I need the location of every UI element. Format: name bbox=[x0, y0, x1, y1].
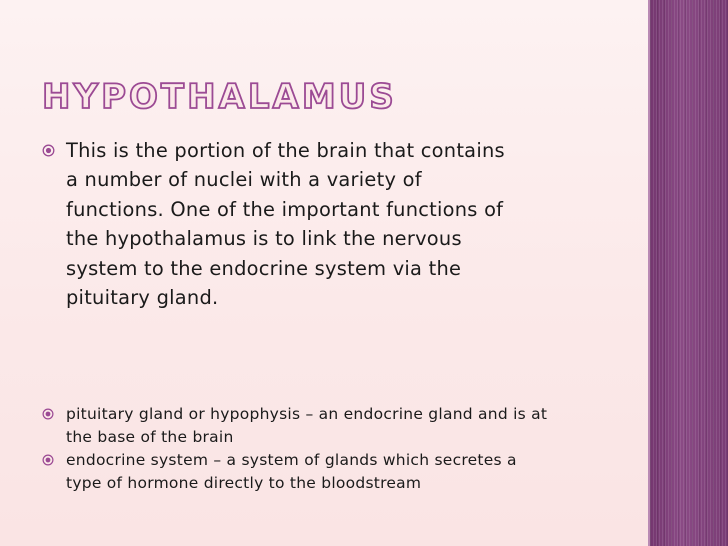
bullet-text-line: system to the endocrine system via the bbox=[66, 256, 462, 280]
bullet-text-line: This is the portion of the brain that contains bbox=[66, 139, 505, 162]
title-svg bbox=[40, 74, 640, 114]
bullet-text-line: endocrine system – a system of glands which secretes a bbox=[66, 451, 517, 469]
definitions-list bbox=[42, 403, 617, 495]
bullet-text-line: pituitary gland or hypophysis – an endocrine gland and is at bbox=[66, 405, 548, 423]
radio-bullet-icon bbox=[42, 144, 55, 157]
bullet-text-line: pituitary gland. bbox=[66, 286, 219, 310]
slide-title bbox=[40, 74, 640, 114]
decorative-side-band bbox=[650, 0, 728, 546]
bullet-item-brain-portion bbox=[42, 136, 602, 312]
bullet-item-endocrine-system bbox=[42, 449, 617, 495]
bullet-text-line: type of hormone directly to the bloodstream bbox=[66, 474, 422, 492]
bullet-text-line: the hypothalamus is to link the nervous bbox=[66, 227, 462, 251]
bullet-text-line: a number of nuclei with a variety of bbox=[66, 168, 422, 192]
title-text: HYPOTHALAMUS bbox=[42, 77, 397, 114]
bullet-text-line: the base of the brain bbox=[66, 428, 234, 446]
main-content bbox=[42, 136, 602, 312]
bullet-item-pituitary-gland bbox=[42, 403, 617, 449]
radio-bullet-icon bbox=[42, 408, 54, 420]
radio-bullet-icon bbox=[42, 454, 54, 466]
bullet-text-line: functions. One of the important functions of bbox=[66, 197, 504, 221]
